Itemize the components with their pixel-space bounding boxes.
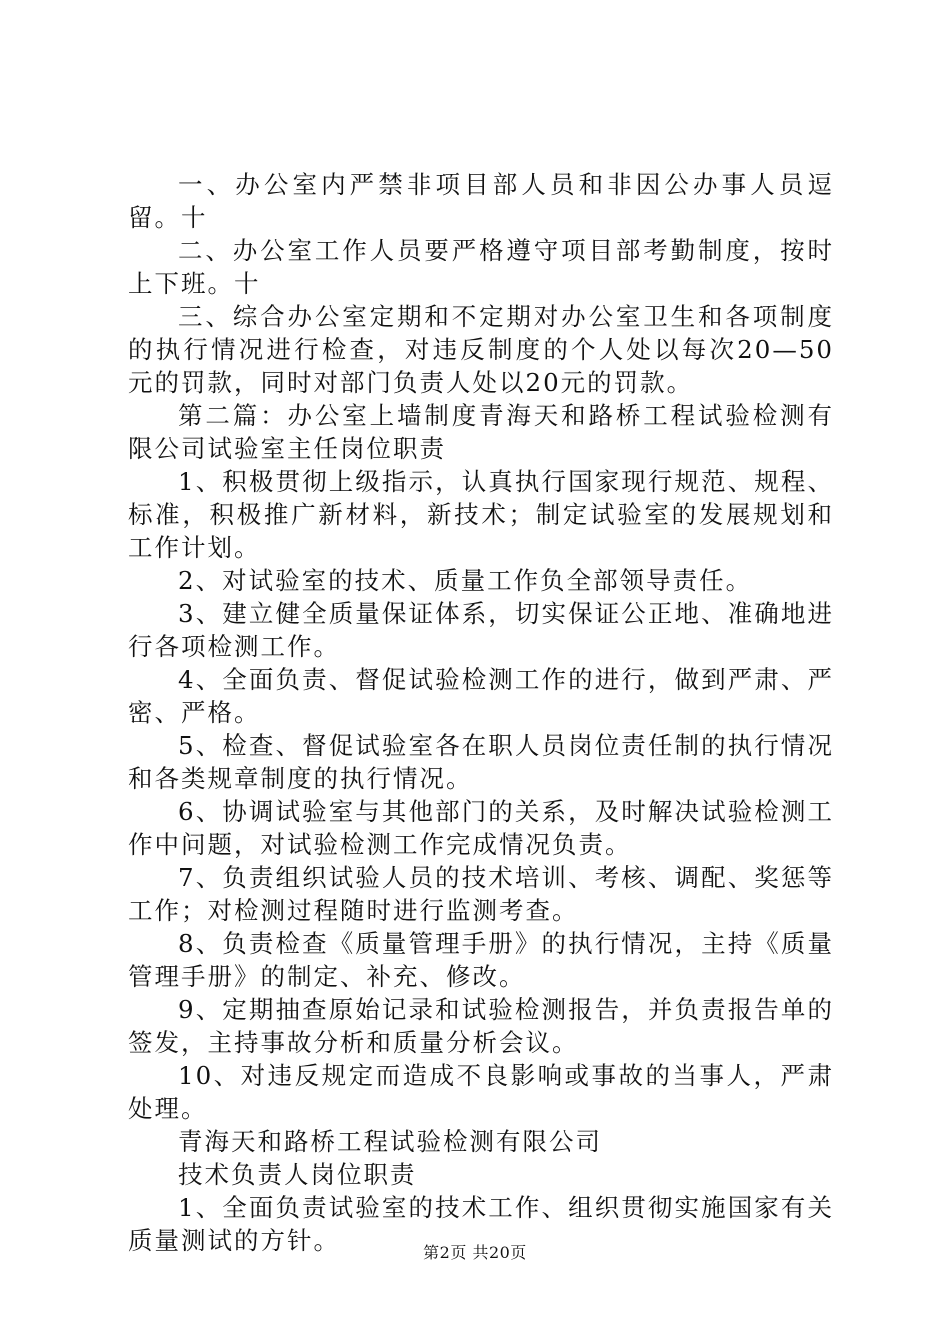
paragraph: 一、办公室内严禁非项目部人员和非因公办事人员逗留。十: [128, 170, 834, 232]
paragraph: 1、积极贯彻上级指示，认真执行国家现行规范、规程、标准，积极推广新材料，新技术；制定试验室的发展规划和工作计划。: [128, 467, 834, 562]
paragraph: 7、负责组织试验人员的技术培训、考核、调配、奖惩等工作；对检测过程随时进行监测考查。: [128, 863, 834, 925]
paragraph: 10、对违反规定而造成不良影响或事故的当事人，严肃处理。: [128, 1061, 834, 1123]
paragraph: 1、全面负责试验室的技术工作、组织贯彻实施国家有关质量测试的方针。: [128, 1193, 834, 1255]
document-body: [128, 168, 834, 1257]
paragraph: 3、建立健全质量保证体系，切实保证公正地、准确地进行各项检测工作。: [128, 599, 834, 661]
page-footer: 第2页 共20页: [423, 1243, 527, 1262]
paragraph: 9、定期抽查原始记录和试验检测报告，并负责报告单的签发，主持事故分析和质量分析会议。: [128, 995, 834, 1057]
paragraph: 6、协调试验室与其他部门的关系，及时解决试验检测工作中问题，对试验检测工作完成情况负责。: [128, 797, 834, 859]
paragraph: 5、检查、督促试验室各在职人员岗位责任制的执行情况和各类规章制度的执行情况。: [128, 731, 834, 793]
section-heading: 第二篇：办公室上墙制度青海天和路桥工程试验检测有限公司试验室主任岗位职责: [128, 401, 834, 463]
paragraph: 二、办公室工作人员要严格遵守项目部考勤制度，按时上下班。十: [128, 236, 834, 298]
paragraph: 三、综合办公室定期和不定期对办公室卫生和各项制度的执行情况进行检查，对违反制度的个人处以每次20—50元的罚款，同时对部门负责人处以20元的罚款。: [128, 302, 834, 397]
paragraph: 2、对试验室的技术、质量工作负全部领导责任。: [178, 566, 753, 595]
paragraph: 4、全面负责、督促试验检测工作的进行，做到严肃、严密、严格。: [128, 665, 834, 727]
paragraph: 8、负责检查《质量管理手册》的执行情况，主持《质量管理手册》的制定、补充、修改。: [128, 929, 834, 991]
subsection-title: 技术负责人岗位职责: [178, 1160, 417, 1189]
company-name: 青海天和路桥工程试验检测有限公司: [178, 1127, 602, 1156]
